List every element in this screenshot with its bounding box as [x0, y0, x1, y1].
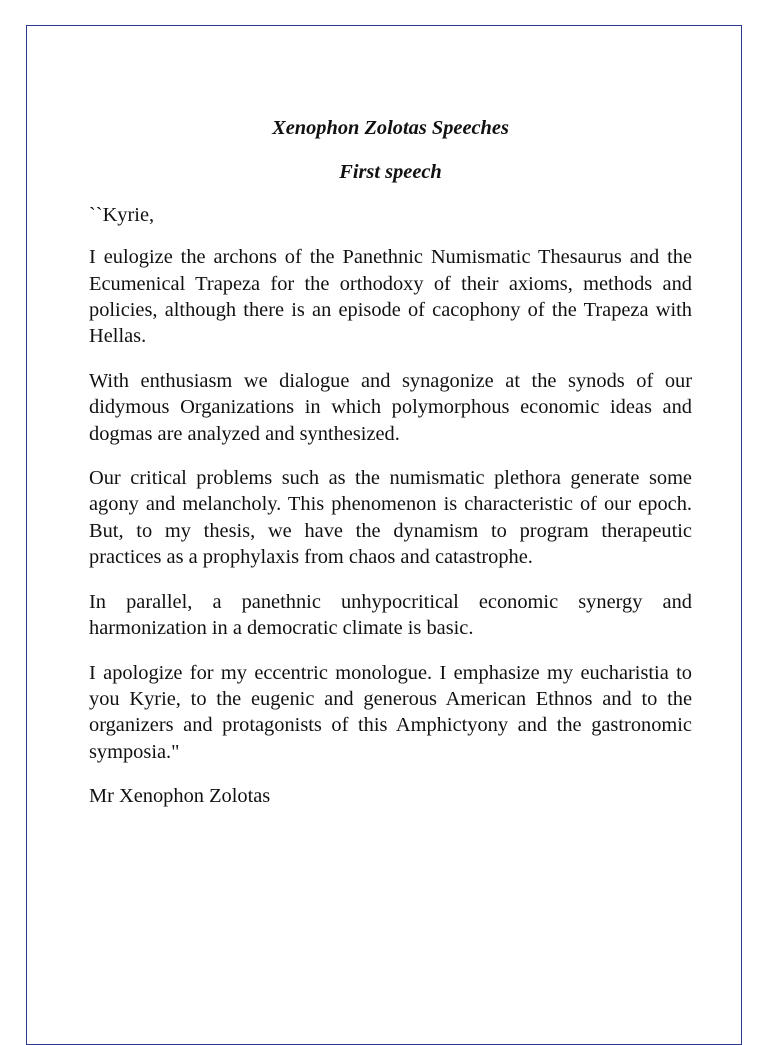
paragraph-5: I apologize for my eccentric monologue. I emphasize my eucharistia to you Kyrie, to the eugenic and generous American Ethnos and to the organizers and protagonists of this Amphictyony and the gastronomic symposia."	[89, 661, 692, 763]
paragraph-4: In parallel, a panethnic unhypocritical economic synergy and harmonization in a democratic climate is basic.	[89, 590, 692, 640]
document-title: Xenophon Zolotas Speeches	[272, 117, 509, 139]
paragraph-1: I eulogize the archons of the Panethnic Numismatic Thesaurus and the Ecumenical Trapeza for the orthodoxy of their axioms, methods and policies, although there is an episode of cacophony of the Trapeza with Hellas.	[89, 246, 692, 348]
paragraph-2: With enthusiasm we dialogue and synagonize at the synods of our didymous Organizations in which polymorphous economic ideas and dogmas are analyzed and synthesized.	[89, 369, 692, 445]
salutation: ``Kyrie,	[89, 203, 155, 226]
document-body	[89, 115, 692, 810]
signature: Mr Xenophon Zolotas	[89, 785, 271, 808]
document-subtitle: First speech	[339, 161, 442, 184]
document-page	[26, 25, 742, 1045]
paragraph-3: Our critical problems such as the numismatic plethora generate some agony and melancholy. This phenomenon is characteristic of our epoch. But, to my thesis, we have the dynamism to program therapeutic practices as a prophylaxis from chaos and catastrophe.	[89, 467, 692, 569]
